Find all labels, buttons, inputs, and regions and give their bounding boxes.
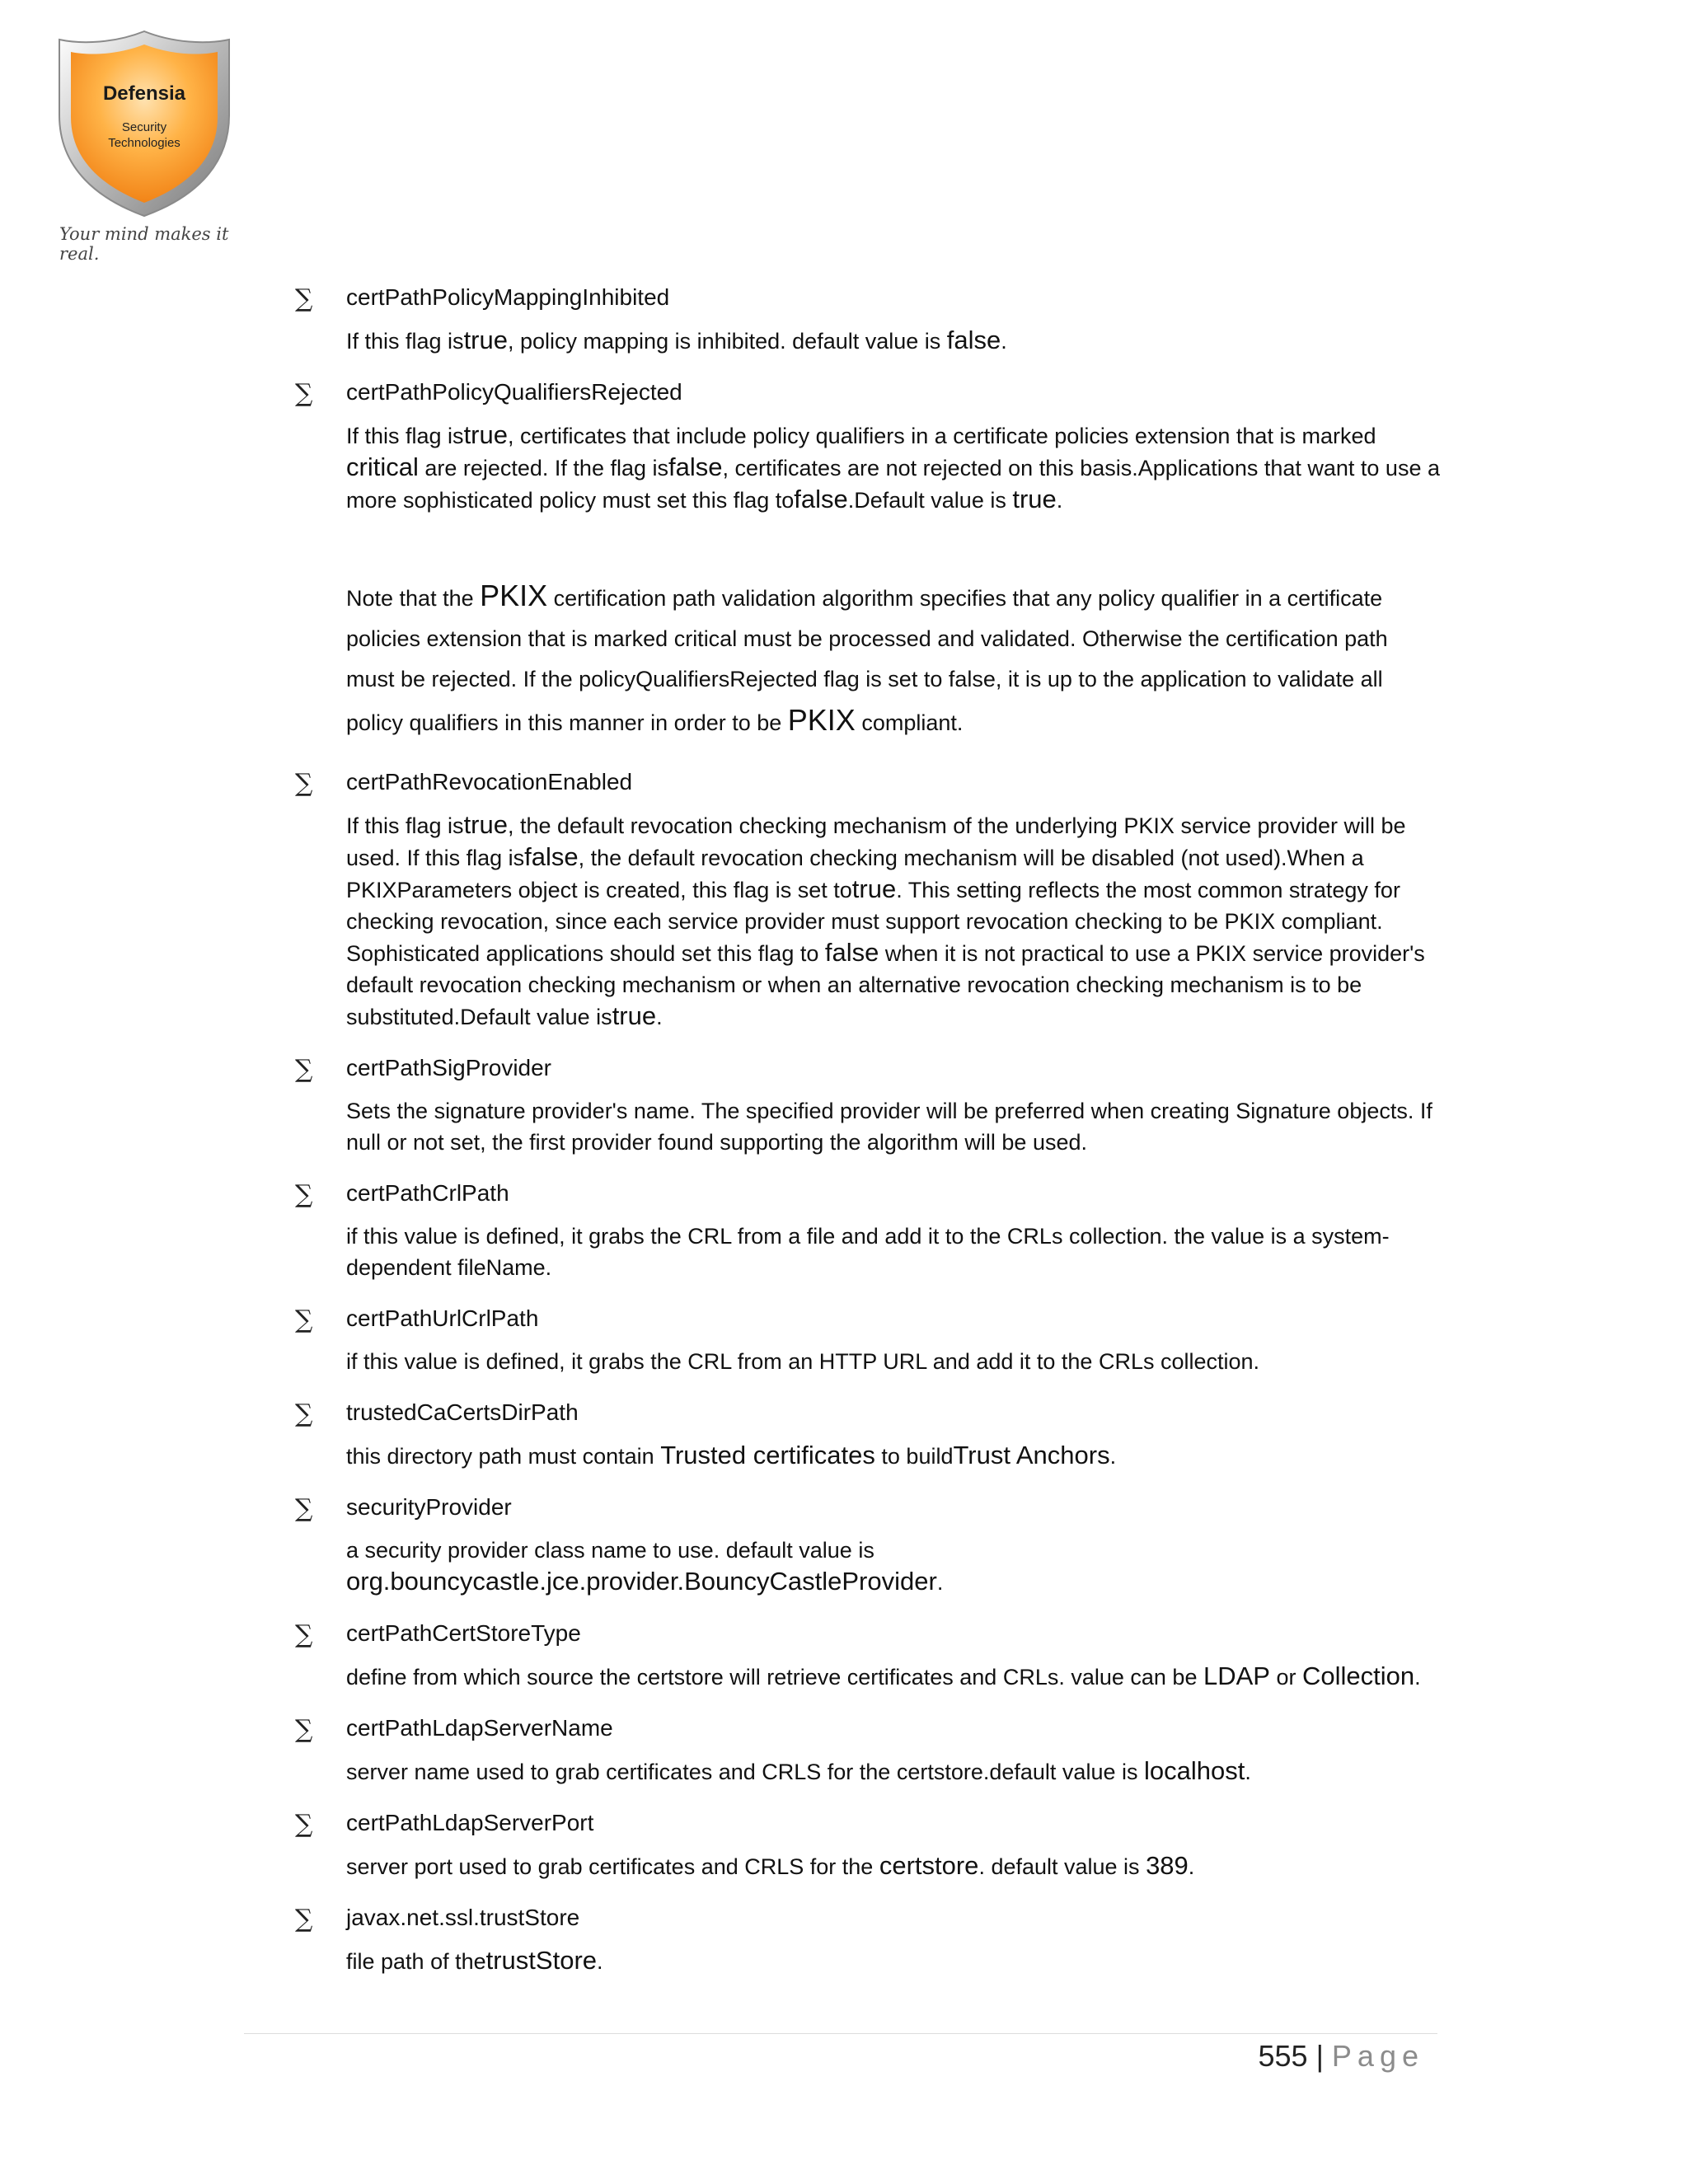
emphasis-text: true <box>612 1001 657 1030</box>
bullet-icon: ∑ <box>295 1305 313 1334</box>
text-run: . <box>936 1570 944 1595</box>
bullet-icon: ∑ <box>295 284 313 313</box>
property-name: certPathLdapServerName <box>346 1715 613 1741</box>
list-item <box>295 1397 1441 1472</box>
text-run: file path of the <box>346 1949 486 1974</box>
property-description <box>346 809 1441 1033</box>
list-item <box>295 1902 1441 1977</box>
text-run: . <box>1109 1444 1117 1469</box>
property-description <box>346 419 1441 516</box>
text-run: .Default value is <box>847 488 1013 513</box>
footer-divider <box>244 2033 1437 2034</box>
property-name: certPathRevocationEnabled <box>346 769 633 794</box>
emphasis-text: Trust Anchors <box>953 1441 1110 1469</box>
property-name: certPathPolicyQualifiersRejected <box>346 379 682 405</box>
list-item <box>295 1618 1441 1693</box>
list-item <box>295 377 1441 516</box>
property-name: certPathUrlCrlPath <box>346 1305 539 1331</box>
bullet-icon: ∑ <box>295 1180 313 1209</box>
property-description <box>346 325 1441 357</box>
emphasis-text: org.bouncycastle.jce.provider.BouncyCastleProvider <box>346 1567 937 1596</box>
page-footer <box>1258 2036 1424 2077</box>
text-run: this directory path must contain <box>346 1444 661 1469</box>
emphasis-text: true <box>1012 485 1057 513</box>
text-run: certification path validation algorithm specifies that any policy qualifier in a certificate policies extension that is marked critical must be processed and validated. Otherwise the certification path must be rejected. If the policyQualifiersRejected flag is set to false, it is up to the application to validate all policy qualifiers in this manner in order to be <box>346 586 1388 735</box>
logo-subtitle <box>49 120 239 151</box>
bullet-icon: ∑ <box>295 379 313 408</box>
text-run: . <box>1414 1665 1421 1690</box>
text-run: server port used to grab certificates and CRLS for the <box>346 1854 879 1879</box>
text-run: when it is not practical to use a PKIX service provider's default revocation checking mechanism or when an alternative revocation checking mechanism is to be substituted.Default value is <box>346 941 1425 1029</box>
property-description <box>346 1850 1441 1882</box>
bullet-icon: ∑ <box>295 1620 313 1649</box>
text-run: compliant. <box>855 710 964 735</box>
emphasis-text: true <box>463 810 508 839</box>
emphasis-text: false <box>794 485 848 513</box>
property-description <box>346 1440 1441 1472</box>
emphasis-text: true <box>463 326 508 354</box>
text-run: , the default revocation checking mechanism will be disabled (not used).When a PKIXParameters object is created, this flag is set to <box>346 846 1364 902</box>
text-run: , the default revocation checking mechanism of the underlying PKIX service provider will be used. If this flag is <box>346 813 1406 870</box>
emphasis-text: false <box>524 842 579 871</box>
bullet-icon: ∑ <box>295 1494 313 1523</box>
emphasis-text: true <box>463 420 508 449</box>
bullet-icon: ∑ <box>295 1399 313 1428</box>
note-paragraph <box>295 575 1441 743</box>
bullet-icon: ∑ <box>295 769 313 798</box>
emphasis-text: Trusted certificates <box>660 1441 875 1469</box>
text-run: . <box>1188 1854 1195 1879</box>
logo-subtitle-line: Technologies <box>108 136 181 150</box>
emphasis-text: certstore <box>879 1851 979 1880</box>
text-run: . <box>597 1949 603 1974</box>
text-run: . <box>656 1005 663 1029</box>
footer-separator: | <box>1315 2039 1324 2073</box>
property-list <box>295 282 1441 516</box>
property-name: certPathCertStoreType <box>346 1620 581 1646</box>
list-item <box>295 282 1441 357</box>
property-name: securityProvider <box>346 1494 512 1520</box>
company-logo <box>49 25 239 255</box>
emphasis-text: critical <box>346 452 419 481</box>
property-name: certPathPolicyMappingInhibited <box>346 284 670 310</box>
property-list <box>295 766 1441 1977</box>
emphasis-text: PKIX <box>480 579 548 612</box>
list-item <box>295 1713 1441 1788</box>
emphasis-text: false <box>946 326 1001 354</box>
logo-name: Defensia <box>102 82 186 105</box>
text-run: define from which source the certstore will retrieve certificates and CRLs. value can be <box>346 1665 1203 1690</box>
property-description <box>346 1755 1441 1788</box>
text-run: . <box>1001 329 1007 354</box>
page-number: 555 <box>1258 2039 1308 2073</box>
bullet-icon: ∑ <box>295 1905 313 1933</box>
property-name: certPathCrlPath <box>346 1180 509 1206</box>
bullet-icon: ∑ <box>295 1810 313 1839</box>
document-body <box>295 282 1441 1997</box>
property-name: javax.net.ssl.trustStore <box>346 1905 580 1930</box>
logo-subtitle-line: Security <box>121 120 167 134</box>
text-run: if this value is defined, it grabs the CRL from a file and add it to the CRLs collection. the value is a system-dependent fileName. <box>346 1224 1390 1280</box>
property-name: trustedCaCertsDirPath <box>346 1399 579 1425</box>
text-run: . default value is <box>978 1854 1146 1879</box>
text-run: If this flag is <box>346 424 464 448</box>
emphasis-text: PKIX <box>787 703 856 737</box>
property-description <box>346 1661 1441 1693</box>
text-run: a security provider class name to use. default value is <box>346 1538 874 1563</box>
emphasis-text: localhost <box>1143 1756 1245 1785</box>
list-item <box>295 766 1441 1033</box>
property-description <box>346 1945 1441 1977</box>
text-run: Note that the <box>346 586 481 611</box>
property-name: certPathSigProvider <box>346 1055 552 1080</box>
text-run: If this flag is <box>346 813 464 838</box>
text-run: . <box>1245 1760 1251 1784</box>
text-run: , policy mapping is inhibited. default value is <box>507 329 947 354</box>
property-name: certPathLdapServerPort <box>346 1810 594 1835</box>
property-description <box>346 1535 1441 1598</box>
emphasis-text: false <box>824 938 879 967</box>
emphasis-text: true <box>851 874 897 903</box>
text-run: if this value is defined, it grabs the CRL from an HTTP URL and add it to the CRLs collection. <box>346 1349 1260 1374</box>
list-item <box>295 1303 1441 1377</box>
list-item <box>295 1052 1441 1158</box>
bullet-icon: ∑ <box>295 1715 313 1744</box>
emphasis-text: 389 <box>1146 1851 1189 1880</box>
list-item <box>295 1492 1441 1598</box>
text-run: to build <box>874 1444 954 1469</box>
bullet-icon: ∑ <box>295 1055 313 1084</box>
property-description <box>346 1221 1441 1283</box>
property-description <box>346 1095 1441 1158</box>
emphasis-text: false <box>668 452 723 481</box>
text-run: , certificates that include policy qualifiers in a certificate policies extension that is marked <box>507 424 1376 448</box>
text-run: . <box>1056 488 1063 513</box>
text-run: are rejected. If the flag is <box>418 456 669 480</box>
emphasis-text: LDAP <box>1203 1661 1270 1690</box>
list-item <box>295 1807 1441 1882</box>
emphasis-text: Collection <box>1301 1661 1415 1690</box>
text-run: . This setting reflects the most common strategy for checking revocation, since each service provider must support revocation checking to be PKIX compliant. Sophisticated applications should set this flag to <box>346 878 1400 966</box>
property-description <box>346 1346 1441 1377</box>
list-item <box>295 1178 1441 1283</box>
text-run: server name used to grab certificates and CRLS for the certstore.default value is <box>346 1760 1144 1784</box>
logo-tagline: Your mind makes it real. <box>59 224 229 264</box>
page-label: Page <box>1331 2039 1424 2073</box>
text-run: Sets the signature provider's name. The specified provider will be preferred when creating Signature objects. If null or not set, the first provider found supporting the algorithm will be used. <box>346 1099 1432 1155</box>
emphasis-text: trustStore <box>485 1946 598 1975</box>
text-run: If this flag is <box>346 329 464 354</box>
text-run: , certificates are not rejected on this basis.Applications that want to use a more sophisticated policy must set this flag to <box>346 456 1440 513</box>
text-run: or <box>1269 1665 1302 1690</box>
